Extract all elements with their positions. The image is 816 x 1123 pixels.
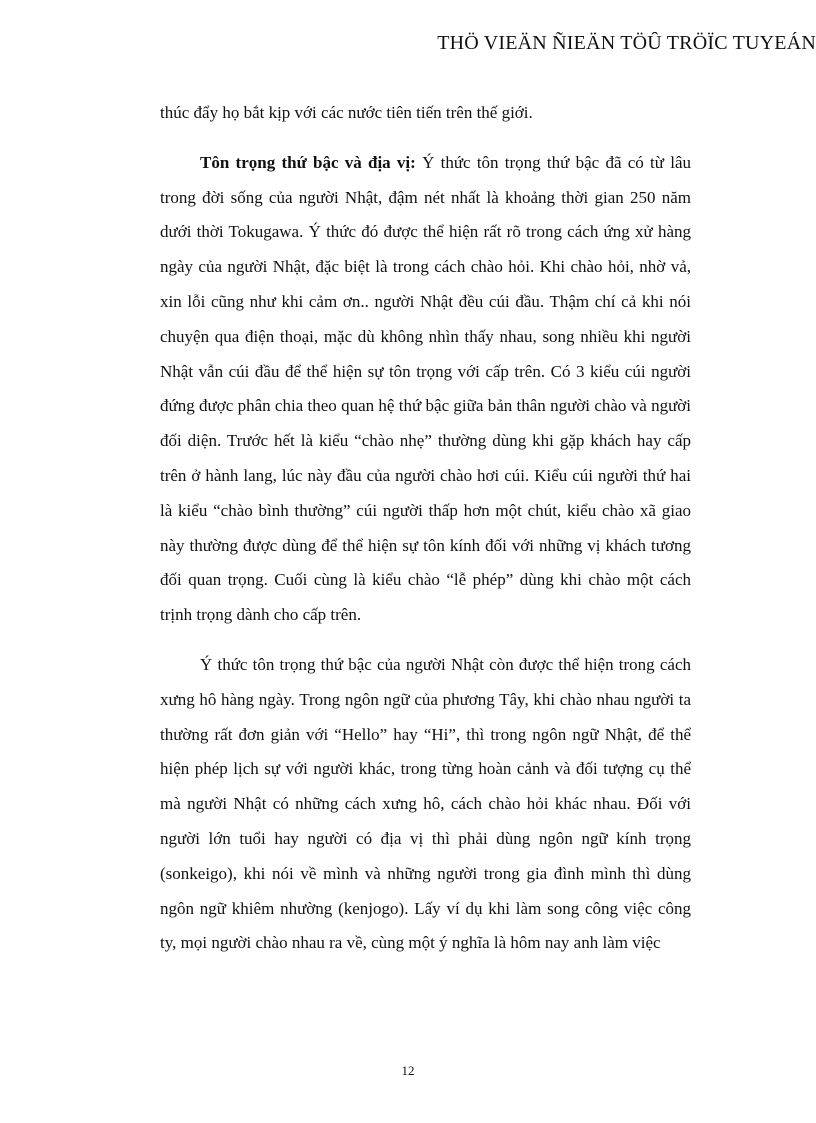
paragraph-hierarchy-respect <box>160 146 691 633</box>
paragraph-lead-heading: Tôn trọng thứ bậc và địa vị: <box>200 152 416 172</box>
paragraph-text: Ý thức tôn trọng thứ bậc đã có từ lâu trong đời sống của người Nhật, đậm nét nhất là khoảng thời gian 250 năm dưới thời Tokugawa. Ý thức đó được thể hiện rất rõ trong cách ứng xử hàng ngày của người Nhật, đặc biệt là trong cách chào hỏi. Khi chào hỏi, nhờ vả, xin lỗi cũng như khi cảm ơn.. người Nhật đều cúi đầu. Thậm chí cả khi nói chuyện qua điện thoại, mặc dù không nhìn thấy nhau, song nhiều khi người Nhật vẫn cúi đầu để thể hiện sự tôn trọng với cấp trên. Có 3 kiểu cúi người đứng được phân chia theo quan hệ thứ bậc giữa bản thân người chào và người đối diện. Trước hết là kiểu “chào nhẹ” thường dùng khi gặp khách hay cấp trên ở hành lang, lúc này đầu của người chào hơi cúi. Kiểu cúi người thứ hai là kiểu “chào bình thường” cúi người thấp hơn một chút, kiểu chào xã giao này thường được dùng để thể hiện sự tôn kính đối với những vị khách tương đối quan trọng. Cuối cùng là kiểu chào “lễ phép” dùng khi chào một cách trịnh trọng dành cho cấp trên. <box>160 152 691 625</box>
page-number: 12 <box>401 1063 415 1078</box>
paragraph-continuation: thúc đẩy họ bắt kịp với các nước tiên tiến trên thế giới. <box>160 103 533 122</box>
running-header: THÖ VIEÄN ÑIEÄN TÖÛ TRÖÏC TUYEÁN <box>437 32 816 54</box>
document-body <box>160 96 691 961</box>
paragraph-forms-of-address: Ý thức tôn trọng thứ bậc của người Nhật còn được thể hiện trong cách xưng hô hàng ngày. Trong ngôn ngữ của phương Tây, khi chào nhau người ta thường rất đơn giản với “Hello” hay “Hi”, thì trong ngôn ngữ Nhật, để thể hiện phép lịch sự với người khác, trong từng hoàn cảnh và đối tượng cụ thể mà người Nhật có những cách xưng hô, cách chào hỏi khác nhau. Đối với người lớn tuổi hay người có địa vị thì phải dùng ngôn ngữ kính trọng (sonkeigo), khi nói về mình và những người trong gia đình mình thì dùng ngôn ngữ khiêm nhường (kenjogo). Lấy ví dụ khi làm song công việc công ty, mọi người chào nhau ra về, cùng một ý nghĩa là hôm nay anh làm việc <box>160 654 691 953</box>
